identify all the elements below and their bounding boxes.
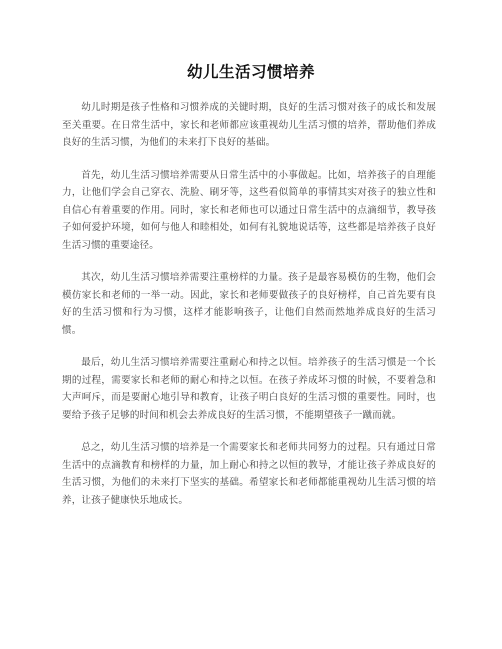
paragraph-intro: 幼儿时期是孩子性格和习惯养成的关键时期，良好的生活习惯对孩子的成长和发展至关重要。在日常生活中，家长和老师都应该重视幼儿生活习惯的培养，帮助他们养成良好的生活习惯，为他们的未来打下良好的基础。 (62, 102, 436, 148)
paragraph-first-point: 首先，幼儿生活习惯培养需要从日常生活中的小事做起。比如，培养孩子的自理能力，让他们学会自己穿衣、洗脸、刷牙等，这些看似简单的事情其实对孩子的独立性和自信心有着重要的作用。同时，家长和老师也可以通过日常生活中的点滴细节，教导孩子如何爱护环境，如何与他人和睦相处，如何有礼貌地说话等，这些都是培养孩子良好生活习惯的重要途径。 (62, 169, 436, 251)
document-title: 幼儿生活习惯培养 (186, 63, 315, 81)
paragraph-conclusion: 总之，幼儿生活习惯的培养是一个需要家长和老师共同努力的过程。只有通过日常生活中的点滴教育和榜样的力量，加上耐心和持之以恒的教导，才能让孩子养成良好的生活习惯，为他们的未来打下坚实的基础。希望家长和老师都能重视幼儿生活习惯的培养，让孩子健康快乐地成长。 (62, 442, 436, 506)
paragraph-third-point: 最后，幼儿生活习惯培养需要注重耐心和持之以恒。培养孩子的生活习惯是一个长期的过程，需要家长和老师的耐心和持之以恒。在孩子养成坏习惯的时候，不要着急和大声呵斥，而是要耐心地引导和教育，让孩子明白良好的生活习惯的重要性。同时，也要给予孩子足够的时间和机会去养成良好的生活习惯，不能期望孩子一蹴而就。 (62, 357, 436, 421)
document-body (62, 99, 436, 524)
paragraph-second-point: 其次，幼儿生活习惯培养需要注重榜样的力量。孩子是最容易模仿的生物，他们会模仿家长和老师的一举一动。因此，家长和老师要做孩子的良好榜样，自己首先要有良好的生活习惯和行为习惯，这样才能影响孩子，让他们自然而然地养成良好的生活习惯。 (62, 272, 436, 336)
